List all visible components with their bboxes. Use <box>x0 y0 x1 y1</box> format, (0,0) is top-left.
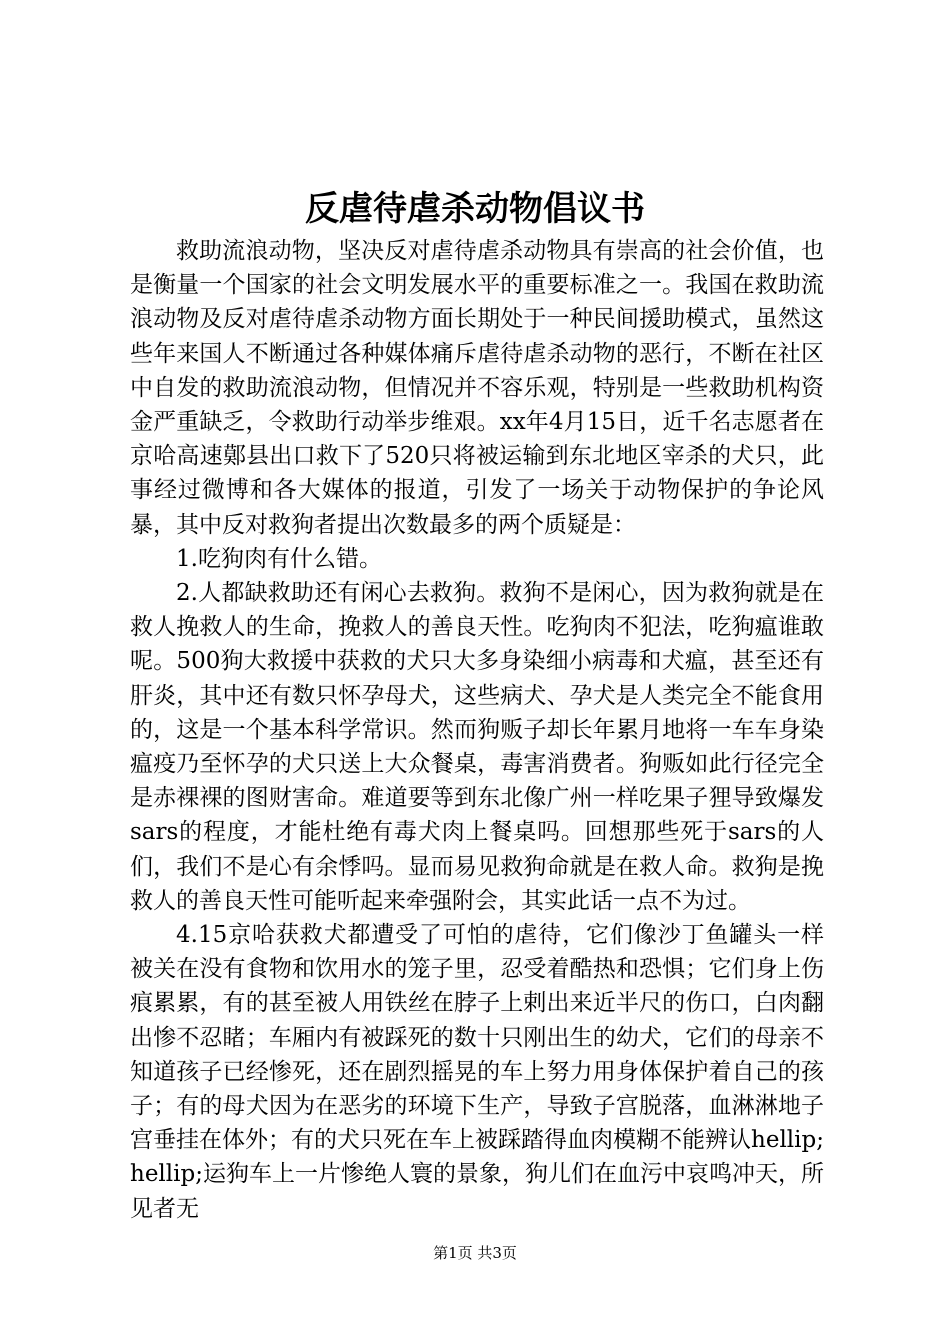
document-body <box>130 234 824 1226</box>
paragraph-question-2: 2.人都缺救助还有闲心去救狗。救狗不是闲心，因为救狗就是在救人挽救人的生命，挽救人的善良天性。吃狗肉不犯法，吃狗瘟谁敢呢。500狗大救援中获救的犬只大多身染细小病毒和犬瘟，甚至还有肝炎，其中还有数只怀孕母犬，这些病犬、孕犬是人类完全不能食用的，这是一个基本科学常识。然而狗贩子却长年累月地将一车车身染瘟疫乃至怀孕的犬只送上大众餐桌，毒害消费者。狗贩如此行径完全是赤裸裸的图财害命。难道要等到东北像广州一样吃果子狸导致爆发sars的程度，才能杜绝有毒犬肉上餐桌吗。回想那些死于sars的人们，我们不是心有余悸吗。显而易见救狗命就是在救人命。救狗是挽救人的善良天性可能听起来牵强附会，其实此话一点不为过。 <box>130 580 824 914</box>
paragraph-question-1: 1.吃狗肉有什么错。 <box>176 545 382 572</box>
paragraph-intro: 救助流浪动物，坚决反对虐待虐杀动物具有崇高的社会价值，也是衡量一个国家的社会文明发展水平的重要标准之一。我国在救助流浪动物及反对虐待虐杀动物方面长期处于一种民间援助模式，虽然这些年来国人不断通过各种媒体痛斥虐待虐杀动物的恶行，不断在社区中自发的救助流浪动物，但情况并不容乐观，特别是一些救助机构资金严重缺乏，令救助行动举步维艰。xx年4月15日，近千名志愿者在京哈高速鄚县出口救下了520只将被运输到东北地区宰杀的犬只，此事经过微博和各大媒体的报道，引发了一场关于动物保护的争论风暴，其中反对救狗者提出次数最多的两个质疑是： <box>130 238 824 538</box>
document-title: 反虐待虐杀动物倡议书 <box>305 189 645 229</box>
page-footer: 第1页 共3页 <box>433 1244 517 1262</box>
paragraph-rescue-details: 4.15京哈获救犬都遭受了可怕的虐待，它们像沙丁鱼罐头一样被关在没有食物和饮用水的笼子里，忍受着酷热和恐惧；它们身上伤痕累累，有的甚至被人用铁丝在脖子上剌出来近半尺的伤口，白肉翻出惨不忍睹；车厢内有被踩死的数十只刚出生的幼犬，它们的母亲不知道孩子已经惨死，还在剧烈摇晃的车上努力用身体保护着自己的孩子；有的母犬因为在恶劣的环境下生产，导致子宫脱落，血淋淋地子宫垂挂在体外；有的犬只死在车上被踩踏得血肉模糊不能辨认hellip;hellip;运狗车上一片惨绝人寰的景象，狗儿们在血污中哀鸣冲天，所见者无 <box>130 922 824 1222</box>
